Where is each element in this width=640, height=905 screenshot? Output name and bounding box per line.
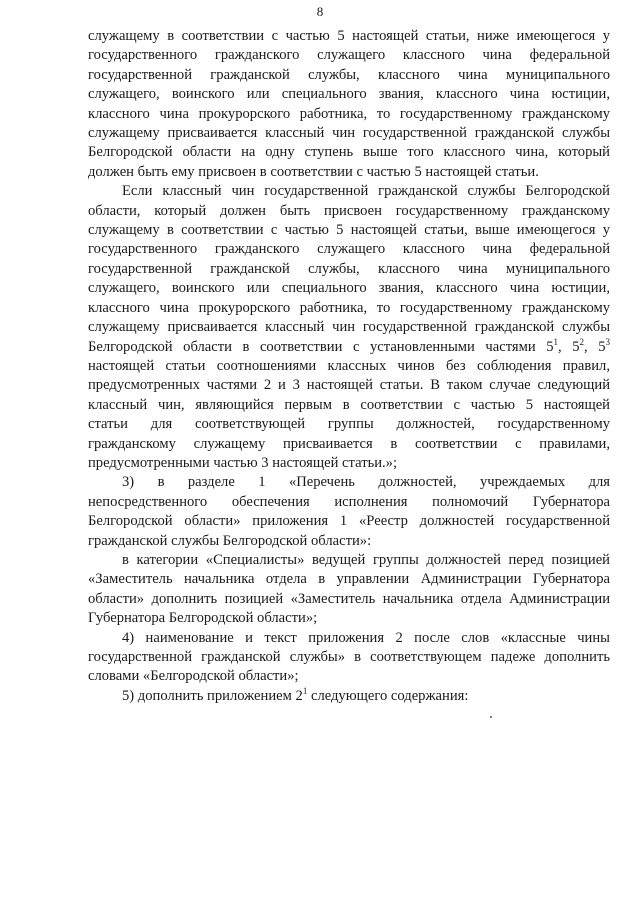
text-line: области» дополнить позицией «Заместитель начальника отдела Администрации [88,590,610,607]
document-body [88,27,610,706]
text-line: Если классный чин государственной гражданской службы Белгородской [122,183,610,200]
text-line: 4) наименование и текст приложения 2 после слов «классные чины [122,629,610,646]
text-line: «Заместитель начальника отдела в управлении Администрации Губернатора [88,571,610,588]
superscript: 1 [302,685,308,696]
text-line: государственной гражданской службы, классного чина муниципального [88,260,610,277]
superscript: 1 [553,336,558,347]
text-line: служащего, воинского или специального звания, классного чина юстиции, [88,280,610,297]
text-line: предусмотренных частями 2 и 3 настоящей статьи. В таком случае следующий [88,377,610,394]
superscript: 3 [605,336,611,347]
superscript: 2 [579,336,585,347]
text-line-with-superscript: 5) дополнить приложением $2^1$ следующего содержания: [122,685,469,704]
text-line: служащему присваивается классный чин государственной гражданской службы [88,319,610,336]
text-line: настоящей статьи соотношениями классных чинов без соблюдения правил, [88,357,610,374]
page-number: 8 [316,4,324,19]
text-line: классного чина прокурорского работника, то государственному гражданскому [88,299,610,316]
text-line: классный чин, являющийся первым в соответствии с частью 5 настоящей [88,396,610,413]
text-line: непосредственного обеспечения исполнения полномочий Губернатора [88,493,610,510]
text-line: государственной гражданской службы» в соответствующем падеже дополнить [88,649,610,665]
text-line: гражданскому служащему присваивается в соответствии с правилами, [88,435,610,452]
text-line: служащего, воинского или специального звания, классного чина юстиции, [88,86,610,103]
text-line: должен быть ему присвоен в соответствии с частью 5 настоящей статьи. [88,163,539,180]
text-line: в категории «Специалисты» ведущей группы должностей перед позицией [122,551,610,568]
text-line: Белгородской области» приложения 1 «Реестр должностей государственной [88,513,610,530]
text-line: 3) в разделе 1 «Перечень должностей, учреждаемых для [122,474,610,491]
paragraph-specialists-category [88,551,610,629]
text-line: словами «Белгородской области»; [88,668,299,685]
paragraph-item-4 [88,629,610,687]
paragraph-item-3 [88,473,610,551]
text-line: служащему в соответствии с частью 5 настоящей статьи, ниже имеющегося у [88,28,610,44]
text-line: государственного гражданского служащего классного чина федеральной [88,241,610,258]
text-line: предусмотренными частью 3 настоящей статьи.»; [88,454,398,471]
text-line: служащему присваивается классный чин государственной гражданской службы [88,125,610,142]
paragraph-item-5 [88,687,610,706]
text-line: классного чина прокурорского работника, то государственному гражданскому [88,105,610,122]
text-line: гражданской службы Белгородской области»: [88,532,372,549]
text-line: служащему в соответствии с частью 5 настоящей статьи, выше имеющегося у [88,222,610,239]
paragraph-continuation [88,27,610,182]
text-line: статьи для соответствующей группы должностей, государственному [88,416,610,433]
text-line: Белгородской области на одну ступень выше того классного чина, который [88,144,610,161]
scan-speck [490,716,492,718]
text-line: области, который должен быть присвоен государственному гражданскому [88,202,610,219]
paragraph-higher-class-rank [88,182,610,473]
text-line: Губернатора Белгородской области»; [88,610,318,627]
text-line-with-superscripts: Белгородской области в соответствии с установленными частями $5^1$, $5^2$, $5^3$ [88,336,611,355]
text-line: государственной гражданской службы, классного чина муниципального [88,66,610,83]
text-line: государственного гражданского служащего классного чина федеральной [88,47,610,64]
